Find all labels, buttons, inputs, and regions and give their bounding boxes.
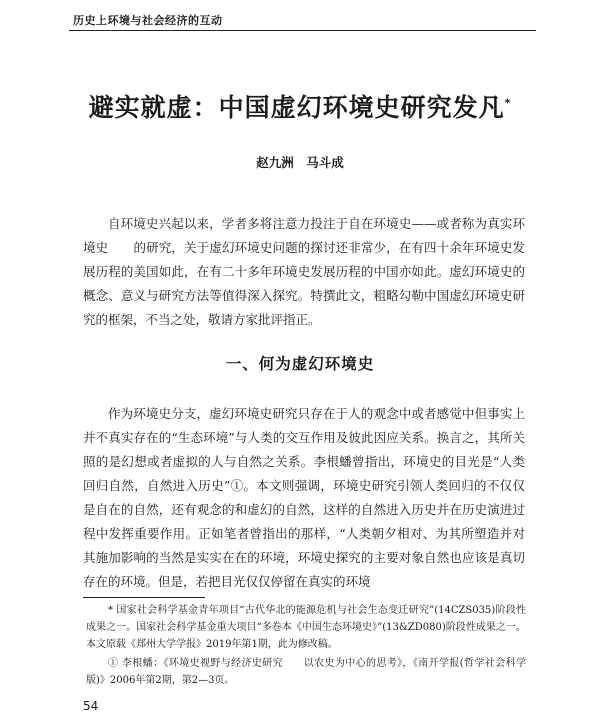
authors: 赵九洲 马斗成 [256,155,344,170]
header-rule [69,30,536,31]
article-title [0,88,600,124]
page-number: 54 [83,699,99,713]
footnote-rule [83,597,205,598]
title-footnote-mark: * [504,96,512,110]
abstract: 自环境史兴起以来，学者多将注意力投注于自在环境史——或者称为真实环境史 的研究，关于虚幻环境史问题的探讨还非常少，在有四十余年环境史发展历程的美国如此，在有二十多年环境史发展历程的中国亦如此。虚幻环境史的概念、意义与研究方法等值得深入探究。特撰此文，粗略勾勒中国虚幻环境史研究的框架，不当之处，敬请方家批评指正。 [83,216,525,327]
section-heading: 一、何为虚幻环境史 [225,354,375,373]
footnote-1: * 国家社会科学基金青年项目“古代华北的能源危机与社会生态变迁研究”(14CZS035)阶段性成果之一。国家社会科学基金重大项目“多卷本《中国生态环境史》”(13&ZD080)阶段性成果之一。本文原载《郑州大学学报》2019年第1期，此为修改稿。 [86,605,526,650]
running-head: 历史上环境与社会经济的互动 [73,14,223,27]
title-text: 避实就虚：中国虚幻环境史研究发凡 [88,93,505,122]
footnote-2: ① 李根蟠：《环境史视野与经济史研究 以农史为中心的思考》，《南开学报(哲学社会科学版)》2006年第2期，第2—3页。 [86,658,526,686]
body-paragraph: 作为环境史分支，虚幻环境史研究只存在于人的观念中或者感觉中但事实上并不真实存在的“生态环境”与人类的交互作用及彼此因应关系。换言之，其所关照的是幻想或者虚拟的人与自然之关系。李根蟠曾指出，环境史的目光是“人类回归自然，自然进入历史”①。本文则强调，环境史研究引领人类回归的不仅仅是自在的自然，还有观念的和虚幻的自然，这样的自然进入历史并在历史演进过程中发挥重要作用。正如笔者曾指出的那样，“人类朝夕相对、为其所塑造并对其施加影响的当然是实实在在的环境，环境史探究的主要对象自然也应该是真切存在的环境。但是，若把目光仅仅停留在真实的环境 [83,406,525,589]
